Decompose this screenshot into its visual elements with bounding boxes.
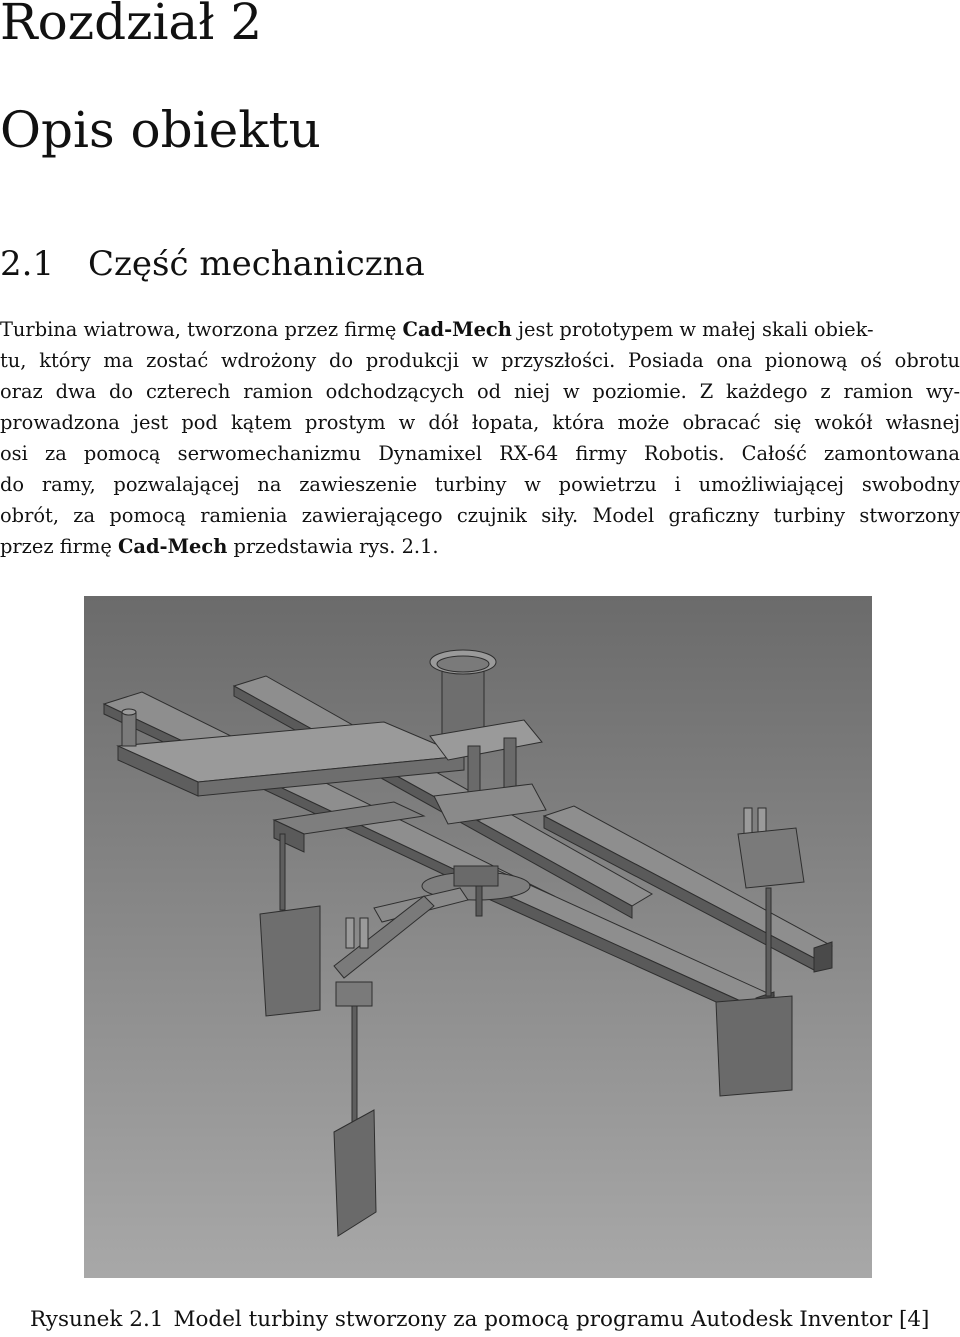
paragraph-line-4: prowadzona jest pod kątem prostym w dół łopata, która może obracać się wokół własnej [0, 411, 960, 434]
paragraph-line-6: do ramy, pozwalającej na zawieszenie turbiny w powietrzu i umożliwiającej swobodny [0, 473, 960, 496]
figure-caption-text: Model turbiny stworzony za pomocą programu Autodesk Inventor [4] [173, 1307, 930, 1332]
turbine-render-image [84, 596, 872, 1278]
chapter-title: Opis obiektu [0, 101, 321, 159]
section-heading [0, 242, 425, 286]
section-number: 2.1 [0, 244, 55, 284]
figure-caption [30, 1303, 929, 1337]
section-title: Część mechaniczna [88, 244, 425, 284]
paragraph-line-5: osi za pomocą serwomechanizmu Dynamixel RX-64 firmy Robotis. Całość zamontowana [0, 442, 960, 465]
paragraph-line-8: przez firmę Cad-Mech przedstawia rys. 2.1. [0, 535, 439, 558]
paragraph-line-2: tu, który ma zostać wdrożony do produkcji w przyszłości. Posiada ona pionową oś obrotu [0, 349, 960, 372]
paragraph-line-3: oraz dwa do czterech ramion odchodzących od niej w poziomie. Z każdego z ramion wy- [0, 380, 960, 403]
chapter-label: Rozdział 2 [0, 0, 263, 51]
company-name: Cad-Mech [117, 535, 228, 558]
turbine-model-figure [84, 596, 872, 1278]
paragraph-line-7: obrót, za pomocą ramienia zawierającego czujnik siły. Model graficzny turbiny stworzony [0, 504, 960, 527]
paragraph-line-1: Turbina wiatrowa, tworzona przez firmę Cad-Mech jest prototypem w małej skali obiek- [0, 318, 874, 341]
figure-caption-label: Rysunek 2.1 [30, 1307, 164, 1332]
body-paragraph [0, 314, 960, 562]
company-name: Cad-Mech [402, 318, 512, 341]
